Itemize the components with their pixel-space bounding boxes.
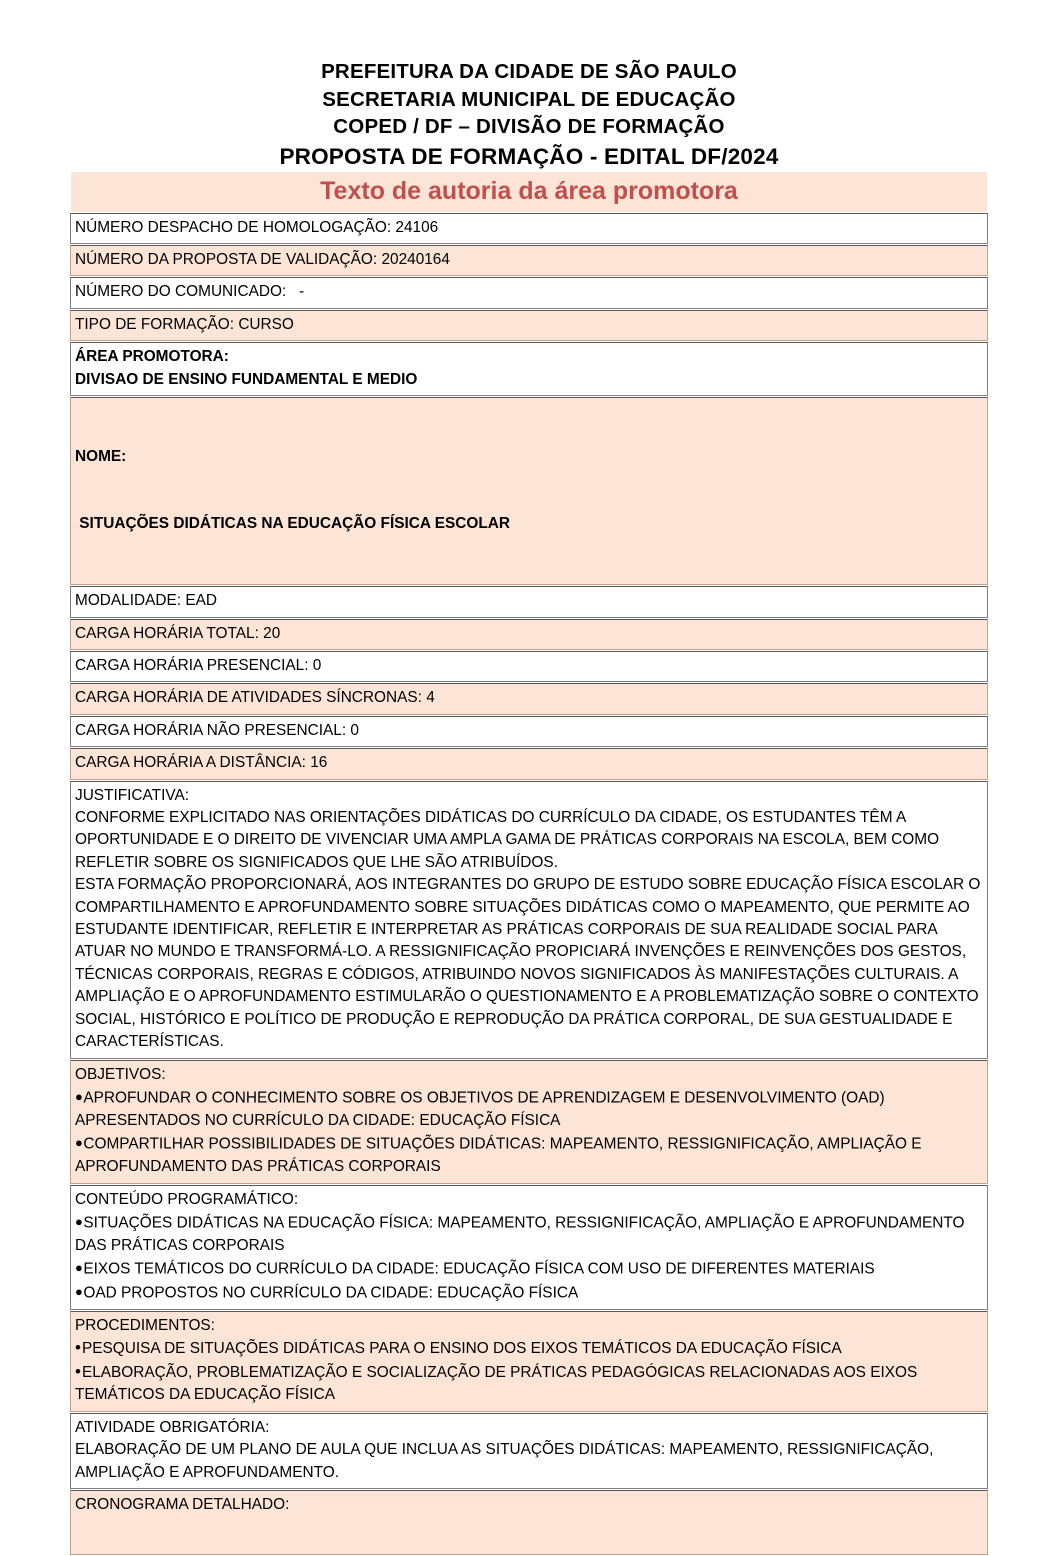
table-row-tipo-formacao	[70, 310, 988, 341]
nome-value: SITUAÇÕES DIDÁTICAS NA EDUCAÇÃO FÍSICA ESCOLAR	[75, 514, 510, 532]
conteudo-item: ● SITUAÇÕES DIDÁTICAS NA EDUCAÇÃO FÍSICA: MAPEAMENTO, RESSIGNIFICAÇÃO, AMPLIAÇÃO E APROFUNDAMENTO DAS PRÁTICAS CORPORAIS	[75, 1211, 983, 1257]
table-row-ch-nao-presencial	[70, 716, 988, 747]
conteudo-item: ● EIXOS TEMÁTICOS DO CURRÍCULO DA CIDADE: EDUCAÇÃO FÍSICA COM USO DE DIFERENTES MATERIAIS	[75, 1257, 983, 1281]
cell-procedimentos	[70, 1311, 988, 1412]
objetivos-label: OBJETIVOS:	[75, 1065, 166, 1083]
cell-carga-horaria-nao-presencial: CARGA HORÁRIA NÃO PRESENCIAL: 0	[70, 716, 988, 747]
cell-numero-despacho: NÚMERO DESPACHO DE HOMOLOGAÇÃO: 24106	[70, 213, 988, 244]
procedimentos-item: • ELABORAÇÃO, PROBLEMATIZAÇÃO E SOCIALIZAÇÃO DE PRÁTICAS PEDAGÓGICAS RELACIONADAS AOS EIXOS TEMÁTICOS DA EDUCAÇÃO FÍSICA	[75, 1361, 983, 1407]
table-row-atividade-obrigatoria	[70, 1413, 988, 1489]
table-row-comunicado	[70, 277, 988, 308]
justificativa-label: JUSTIFICATIVA:	[75, 786, 190, 804]
cell-modalidade: MODALIDADE: EAD	[70, 586, 988, 617]
table-row-modalidade	[70, 586, 988, 617]
table-row-procedimentos	[70, 1311, 988, 1412]
cell-area-promotora	[70, 342, 988, 396]
document-header	[0, 0, 1058, 172]
table-row-ch-presencial	[70, 651, 988, 682]
cell-nome	[70, 397, 988, 585]
table-row-ch-distancia	[70, 748, 988, 779]
header-line-proposta: PROPOSTA DE FORMAÇÃO - EDITAL DF/2024	[279, 143, 779, 169]
cell-conteudo-programatico	[70, 1185, 988, 1311]
cell-numero-comunicado: NÚMERO DO COMUNICADO: -	[70, 277, 988, 308]
header-line-prefeitura: PREFEITURA DA CIDADE DE SÃO PAULO	[321, 60, 737, 83]
cell-tipo-formacao: TIPO DE FORMAÇÃO: CURSO	[70, 310, 988, 341]
conteudo-label: CONTEÚDO PROGRAMÁTICO:	[75, 1190, 299, 1208]
table-row-area-promotora	[70, 342, 988, 396]
cell-carga-horaria-total: CARGA HORÁRIA TOTAL: 20	[70, 619, 988, 650]
cell-objetivos	[70, 1060, 988, 1184]
cell-justificativa	[70, 781, 988, 1059]
objetivos-item: ● COMPARTILHAR POSSIBILIDADES DE SITUAÇÕES DIDÁTICAS: MAPEAMENTO, RESSIGNIFICAÇÃO, AMPLIAÇÃO E APROFUNDAMENTO DAS PRÁTICAS CORPORAIS	[75, 1132, 983, 1178]
banner-texto-autoria: Texto de autoria da área promotora	[71, 172, 987, 212]
table-row-proposta-validacao	[70, 245, 988, 276]
atividade-label: ATIVIDADE OBRIGATÓRIA:	[75, 1418, 270, 1436]
cell-atividade-obrigatoria	[70, 1413, 988, 1489]
cell-carga-horaria-sincronas: CARGA HORÁRIA DE ATIVIDADES SÍNCRONAS: 4	[70, 683, 988, 714]
table-row-ch-sincronas	[70, 683, 988, 714]
conteudo-item: ● OAD PROPOSTOS NO CURRÍCULO DA CIDADE: EDUCAÇÃO FÍSICA	[75, 1281, 983, 1305]
table-row-cronograma	[70, 1490, 988, 1555]
nome-label: NOME:	[75, 447, 127, 465]
objetivos-item: ● APROFUNDAR O CONHECIMENTO SOBRE OS OBJETIVOS DE APRENDIZAGEM E DESENVOLVIMENTO (OAD) APRESENTADOS NO CURRÍCULO DA CIDADE: EDUCAÇÃO FÍSICA	[75, 1086, 983, 1132]
procedimentos-item: • PESQUISA DE SITUAÇÕES DIDÁTICAS PARA O ENSINO DOS EIXOS TEMÁTICOS DA EDUCAÇÃO FÍSICA	[75, 1337, 983, 1360]
table-row-ch-total	[70, 619, 988, 650]
table-row-justificativa	[70, 781, 988, 1059]
cell-cronograma-detalhado: CRONOGRAMA DETALHADO:	[70, 1490, 988, 1555]
area-promotora-label: ÁREA PROMOTORA:	[75, 348, 229, 366]
proposta-table	[70, 212, 988, 1556]
cell-numero-proposta: NÚMERO DA PROPOSTA DE VALIDAÇÃO: 20240164	[70, 245, 988, 276]
header-line-secretaria: SECRETARIA MUNICIPAL DE EDUCAÇÃO	[322, 87, 736, 111]
justificativa-paragraph-2: ESTA FORMAÇÃO PROPORCIONARÁ, AOS INTEGRANTES DO GRUPO DE ESTUDO SOBRE EDUCAÇÃO FÍSICA ESCOLAR O COMPARTILHAMENTO E APROFUNDAMENTO SOBRE SITUAÇÕES DIDÁTICAS COMO O MAPEAMENTO, QUE PERMITE AO ESTUDANTE IDENTIFICAR, REFLETIR E INTERPRETAR AS PRÁTICAS CORPORAIS DE SUA REALIDADE SOCIAL PARA ATUAR NO MUNDO E TRANSFORMÁ-LO. A RESSIGNIFICAÇÃO PROPICIARÁ INVENÇÕES E REINVENÇÕES DOS GESTOS, TÉCNICAS CORPORAIS, REGRAS E CÓDIGOS, ATRIBUINDO NOVOS SIGNIFICADOS ÀS MANIFESTAÇÕES CULTURAIS. A AMPLIAÇÃO E O APROFUNDAMENTO ESTIMULARÃO O QUESTIONAMENTO E A PROBLEMATIZAÇÃO SOBRE O CONTEXTO SOCIAL, HISTÓRICO E POLÍTICO DE PRODUÇÃO E REPRODUÇÃO DA PRÁTICA CORPORAL, DE SUA GESTUALIDADE E CARACTERÍSTICAS.	[75, 876, 981, 1051]
procedimentos-label: PROCEDIMENTOS:	[75, 1317, 215, 1335]
area-promotora-value: DIVISAO DE ENSINO FUNDAMENTAL E MEDIO	[75, 370, 418, 388]
table-row-conteudo-programatico	[70, 1185, 988, 1311]
header-line-coped: COPED / DF – DIVISÃO DE FORMAÇÃO	[333, 115, 725, 138]
atividade-value: ELABORAÇÃO DE UM PLANO DE AULA QUE INCLUA AS SITUAÇÕES DIDÁTICAS: MAPEAMENTO, RESSIGNIFICAÇÃO, AMPLIAÇÃO E APROFUNDAMENTO.	[75, 1441, 934, 1481]
justificativa-paragraph-1: CONFORME EXPLICITADO NAS ORIENTAÇÕES DIDÁTICAS DO CURRÍCULO DA CIDADE, OS ESTUDANTES TÊM A OPORTUNIDADE E O DIREITO DE VIVENCIAR UMA AMPLA GAMA DE PRÁTICAS CORPORAIS NA ESCOLA, BEM COMO REFLETIR SOBRE OS SIGNIFICADOS QUE LHE SÃO ATRIBUÍDOS.	[75, 809, 940, 871]
table-row-nome	[70, 397, 988, 585]
table-row-objetivos	[70, 1060, 988, 1184]
table-row-despacho	[70, 213, 988, 244]
cell-carga-horaria-distancia: CARGA HORÁRIA A DISTÂNCIA: 16	[70, 748, 988, 779]
cell-carga-horaria-presencial: CARGA HORÁRIA PRESENCIAL: 0	[70, 651, 988, 682]
